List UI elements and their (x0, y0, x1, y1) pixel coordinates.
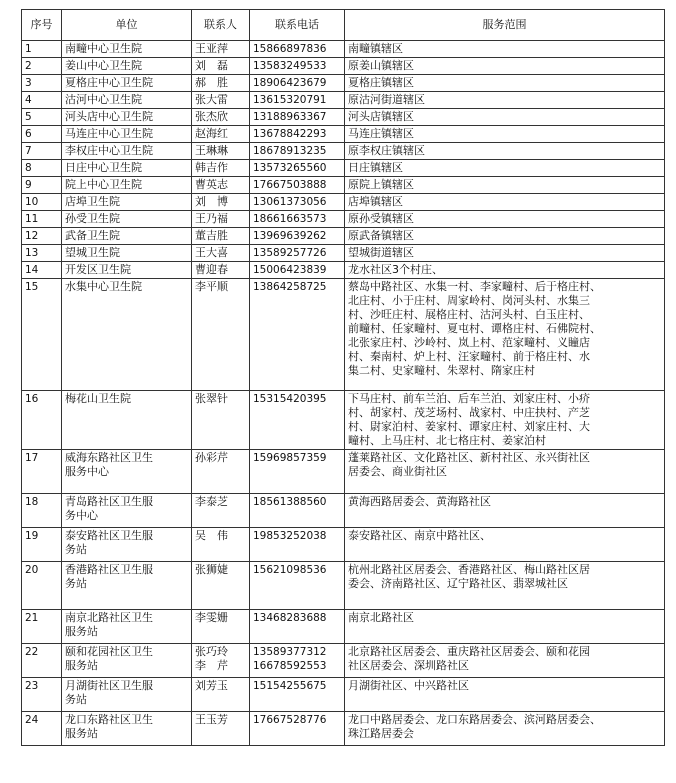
row-number: 6 (22, 126, 62, 143)
table-row (22, 678, 665, 712)
service-scope-line: 居委会、商业街社区 (348, 465, 447, 478)
contact-person: 曹英志 (192, 177, 250, 194)
unit-name: 李权庄中心卫生院 (62, 143, 192, 160)
phone-number: 19853252038 (250, 528, 345, 562)
table-row (22, 279, 665, 391)
service-scope (345, 644, 665, 678)
phone-number: 15866897836 (250, 41, 345, 58)
row-number: 3 (22, 75, 62, 92)
service-scope (345, 562, 665, 610)
phone-number-line: 13589377312 (253, 646, 327, 658)
unit-name-line: 月湖街社区卫生服 (65, 679, 153, 692)
phone-number: 15006423839 (250, 262, 345, 279)
contact-person: 郝 胜 (192, 75, 250, 92)
unit-name (62, 644, 192, 678)
unit-name (62, 562, 192, 610)
unit-name: 马连庄中心卫生院 (62, 126, 192, 143)
contact-person: 刘 博 (192, 194, 250, 211)
row-number: 7 (22, 143, 62, 160)
service-scope-line: 蔡岛中路社区、水集一村、李家疃村、后于格庄村、 (348, 280, 601, 293)
service-scope-line: 北张家庄村、沙岭村、岚上村、范家疃村、义瞳店 (348, 336, 590, 349)
unit-name: 日庄中心卫生院 (62, 160, 192, 177)
contact-person: 王玉芳 (192, 712, 250, 746)
unit-name: 南疃中心卫生院 (62, 41, 192, 58)
unit-name: 店埠卫生院 (62, 194, 192, 211)
contact-person: 王琳琳 (192, 143, 250, 160)
service-scope: 马连庄镇辖区 (345, 126, 665, 143)
unit-name: 武备卫生院 (62, 228, 192, 245)
unit-name: 夏格庄中心卫生院 (62, 75, 192, 92)
service-scope (345, 712, 665, 746)
unit-name-line: 颐和花园社区卫生 (65, 645, 153, 658)
table-row (22, 644, 665, 678)
row-number: 2 (22, 58, 62, 75)
phone-number-line: 16678592553 (253, 660, 327, 672)
contact-person: 李雯姗 (192, 610, 250, 644)
row-number: 8 (22, 160, 62, 177)
service-scope: 原姜山镇辖区 (345, 58, 665, 75)
service-scope: 望城街道辖区 (345, 245, 665, 262)
service-scope: 龙水社区3个村庄、 (345, 262, 665, 279)
service-scope (345, 391, 665, 450)
service-scope: 南疃镇辖区 (345, 41, 665, 58)
service-scope-line: 杭州北路社区居委会、香港路社区、梅山路社区居 (348, 563, 590, 576)
phone-number: 15969857359 (250, 450, 345, 494)
service-scope-line: 北京路社区居委会、重庆路社区居委会、颐和花园 (348, 645, 590, 658)
contact-person: 刘芳玉 (192, 678, 250, 712)
contact-person: 张杰欣 (192, 109, 250, 126)
phone-number: 18661663573 (250, 211, 345, 228)
row-number: 22 (22, 644, 62, 678)
header-no: 序号 (22, 10, 62, 41)
contact-person-line: 张巧玲 (195, 645, 228, 658)
row-number: 14 (22, 262, 62, 279)
contact-person: 王大喜 (192, 245, 250, 262)
unit-name (62, 678, 192, 712)
contact-person (192, 644, 250, 678)
service-scope: 河头店镇辖区 (345, 109, 665, 126)
phone-number: 13864258725 (250, 279, 345, 391)
unit-name-line: 务站 (65, 543, 87, 556)
table-row (22, 245, 665, 262)
unit-name: 望城卫生院 (62, 245, 192, 262)
service-table (21, 9, 665, 746)
unit-name-line: 南京北路社区卫生 (65, 611, 153, 624)
table-row (22, 494, 665, 528)
unit-name-line: 香港路社区卫生服 (65, 563, 153, 576)
table-header-row (22, 10, 665, 41)
contact-person: 董吉胜 (192, 228, 250, 245)
row-number: 1 (22, 41, 62, 58)
service-scope-line: 村、胡家村、茂芝场村、战家村、中庄抉村、产芝 (348, 406, 590, 419)
service-scope-line: 社区居委会、深圳路社区 (348, 659, 469, 672)
service-scope-line: 委会、济南路社区、辽宁路社区、翡翠城社区 (348, 577, 568, 590)
service-scope: 原孙受镇辖区 (345, 211, 665, 228)
phone-number: 15315420395 (250, 391, 345, 450)
phone-number: 13188963367 (250, 109, 345, 126)
phone-number: 13615320791 (250, 92, 345, 109)
service-scope-line: 疃村、上马庄村、北七格庄村、姜家泊村 (348, 434, 546, 447)
service-scope (345, 279, 665, 391)
phone-number: 13589257726 (250, 245, 345, 262)
service-scope: 原李权庄镇辖区 (345, 143, 665, 160)
phone-number: 13573265560 (250, 160, 345, 177)
contact-person: 孙彩芹 (192, 450, 250, 494)
phone-number: 13678842293 (250, 126, 345, 143)
unit-name-line: 服务中心 (65, 465, 109, 478)
phone-number: 18561388560 (250, 494, 345, 528)
contact-person: 王乃福 (192, 211, 250, 228)
unit-name-line: 务站 (65, 693, 87, 706)
row-number: 20 (22, 562, 62, 610)
contact-person: 曹迎春 (192, 262, 250, 279)
service-scope-line: 集二村、史家疃村、朱翠村、隋家庄村 (348, 364, 535, 377)
unit-name: 河头店中心卫生院 (62, 109, 192, 126)
row-number: 19 (22, 528, 62, 562)
unit-name-line: 服务站 (65, 625, 98, 638)
service-scope-line: 前疃村、任家疃村、夏屯村、谭格庄村、石佛院村、 (348, 322, 601, 335)
table-row (22, 610, 665, 644)
table-row (22, 92, 665, 109)
service-scope-line: 珠江路居委会 (348, 727, 414, 740)
unit-name (62, 494, 192, 528)
service-scope (345, 450, 665, 494)
table-row (22, 126, 665, 143)
service-scope: 泰安路社区、南京中路社区、 (345, 528, 665, 562)
phone-number (250, 644, 345, 678)
table-row (22, 211, 665, 228)
unit-name: 姜山中心卫生院 (62, 58, 192, 75)
service-scope-line: 村、秦南村、炉上村、汪家疃村、前于格庄村、水 (348, 350, 590, 363)
unit-name-line: 服务站 (65, 659, 98, 672)
unit-name (62, 528, 192, 562)
table-row (22, 562, 665, 610)
table-row (22, 75, 665, 92)
service-scope: 原武备镇辖区 (345, 228, 665, 245)
header-scope: 服务范围 (345, 10, 665, 41)
service-scope: 原院上镇辖区 (345, 177, 665, 194)
phone-number: 18678913235 (250, 143, 345, 160)
row-number: 10 (22, 194, 62, 211)
unit-name (62, 450, 192, 494)
unit-name: 水集中心卫生院 (62, 279, 192, 391)
row-number: 5 (22, 109, 62, 126)
row-number: 21 (22, 610, 62, 644)
contact-person: 张大雷 (192, 92, 250, 109)
table-row (22, 712, 665, 746)
phone-number: 17667528776 (250, 712, 345, 746)
table-row (22, 391, 665, 450)
service-scope-line: 村、沙旺庄村、展格庄村、沽河头村、白玉庄村、 (348, 308, 590, 321)
phone-number: 13468283688 (250, 610, 345, 644)
service-scope: 月湖街社区、中兴路社区 (345, 678, 665, 712)
header-phone: 联系电话 (250, 10, 345, 41)
contact-person: 张翠针 (192, 391, 250, 450)
header-contact: 联系人 (192, 10, 250, 41)
service-scope-line: 北庄村、小于庄村、周家岭村、岗河头村、水集三 (348, 294, 590, 307)
contact-person: 李泰芝 (192, 494, 250, 528)
table-row (22, 262, 665, 279)
row-number: 9 (22, 177, 62, 194)
table-row (22, 160, 665, 177)
contact-person: 张狮婕 (192, 562, 250, 610)
phone-number: 15154255675 (250, 678, 345, 712)
service-scope: 日庄镇辖区 (345, 160, 665, 177)
table-row (22, 41, 665, 58)
phone-number: 15621098536 (250, 562, 345, 610)
phone-number: 13969639262 (250, 228, 345, 245)
unit-name (62, 610, 192, 644)
service-scope: 黄海西路居委会、黄海路社区 (345, 494, 665, 528)
row-number: 16 (22, 391, 62, 450)
unit-name: 开发区卫生院 (62, 262, 192, 279)
header-unit: 单位 (62, 10, 192, 41)
service-scope-line: 蓬莱路社区、文化路社区、新村社区、永兴街社区 (348, 451, 590, 464)
service-scope: 店埠镇辖区 (345, 194, 665, 211)
unit-name-line: 青岛路社区卫生服 (65, 495, 153, 508)
contact-person: 李平顺 (192, 279, 250, 391)
row-number: 23 (22, 678, 62, 712)
table-row (22, 194, 665, 211)
row-number: 17 (22, 450, 62, 494)
service-scope: 南京北路社区 (345, 610, 665, 644)
phone-number: 18906423679 (250, 75, 345, 92)
row-number: 11 (22, 211, 62, 228)
row-number: 18 (22, 494, 62, 528)
table-row (22, 450, 665, 494)
unit-name-line: 务中心 (65, 509, 98, 522)
unit-name (62, 712, 192, 746)
row-number: 15 (22, 279, 62, 391)
phone-number: 13061373056 (250, 194, 345, 211)
phone-number: 17667503888 (250, 177, 345, 194)
table-row (22, 528, 665, 562)
service-scope: 原沽河街道辖区 (345, 92, 665, 109)
service-scope-line: 龙口中路居委会、龙口东路居委会、滨河路居委会、 (348, 713, 601, 726)
phone-number: 13583249533 (250, 58, 345, 75)
contact-person: 刘 磊 (192, 58, 250, 75)
unit-name-line: 服务站 (65, 727, 98, 740)
contact-person: 王亚萍 (192, 41, 250, 58)
table-row (22, 177, 665, 194)
row-number: 12 (22, 228, 62, 245)
table-row (22, 109, 665, 126)
contact-person: 赵海红 (192, 126, 250, 143)
unit-name: 沽河中心卫生院 (62, 92, 192, 109)
unit-name-line: 泰安路社区卫生服 (65, 529, 153, 542)
contact-person: 吴 伟 (192, 528, 250, 562)
unit-name: 梅花山卫生院 (62, 391, 192, 450)
table-row (22, 58, 665, 75)
unit-name: 院上中心卫生院 (62, 177, 192, 194)
contact-person: 韩吉作 (192, 160, 250, 177)
row-number: 4 (22, 92, 62, 109)
row-number: 13 (22, 245, 62, 262)
table-row (22, 143, 665, 160)
unit-name-line: 务站 (65, 577, 87, 590)
service-scope-line: 下马庄村、前车兰泊、后车兰泊、刘家庄村、小疥 (348, 392, 590, 405)
contact-person-line: 李 芹 (195, 659, 228, 672)
unit-name-line: 龙口东路社区卫生 (65, 713, 153, 726)
unit-name-line: 威海东路社区卫生 (65, 451, 153, 464)
unit-name: 孙受卫生院 (62, 211, 192, 228)
service-scope: 夏格庄镇辖区 (345, 75, 665, 92)
table-row (22, 228, 665, 245)
row-number: 24 (22, 712, 62, 746)
table-body (22, 41, 665, 746)
service-scope-line: 村、尉家泊村、姜家村、谭家庄村、刘家庄村、大 (348, 420, 590, 433)
